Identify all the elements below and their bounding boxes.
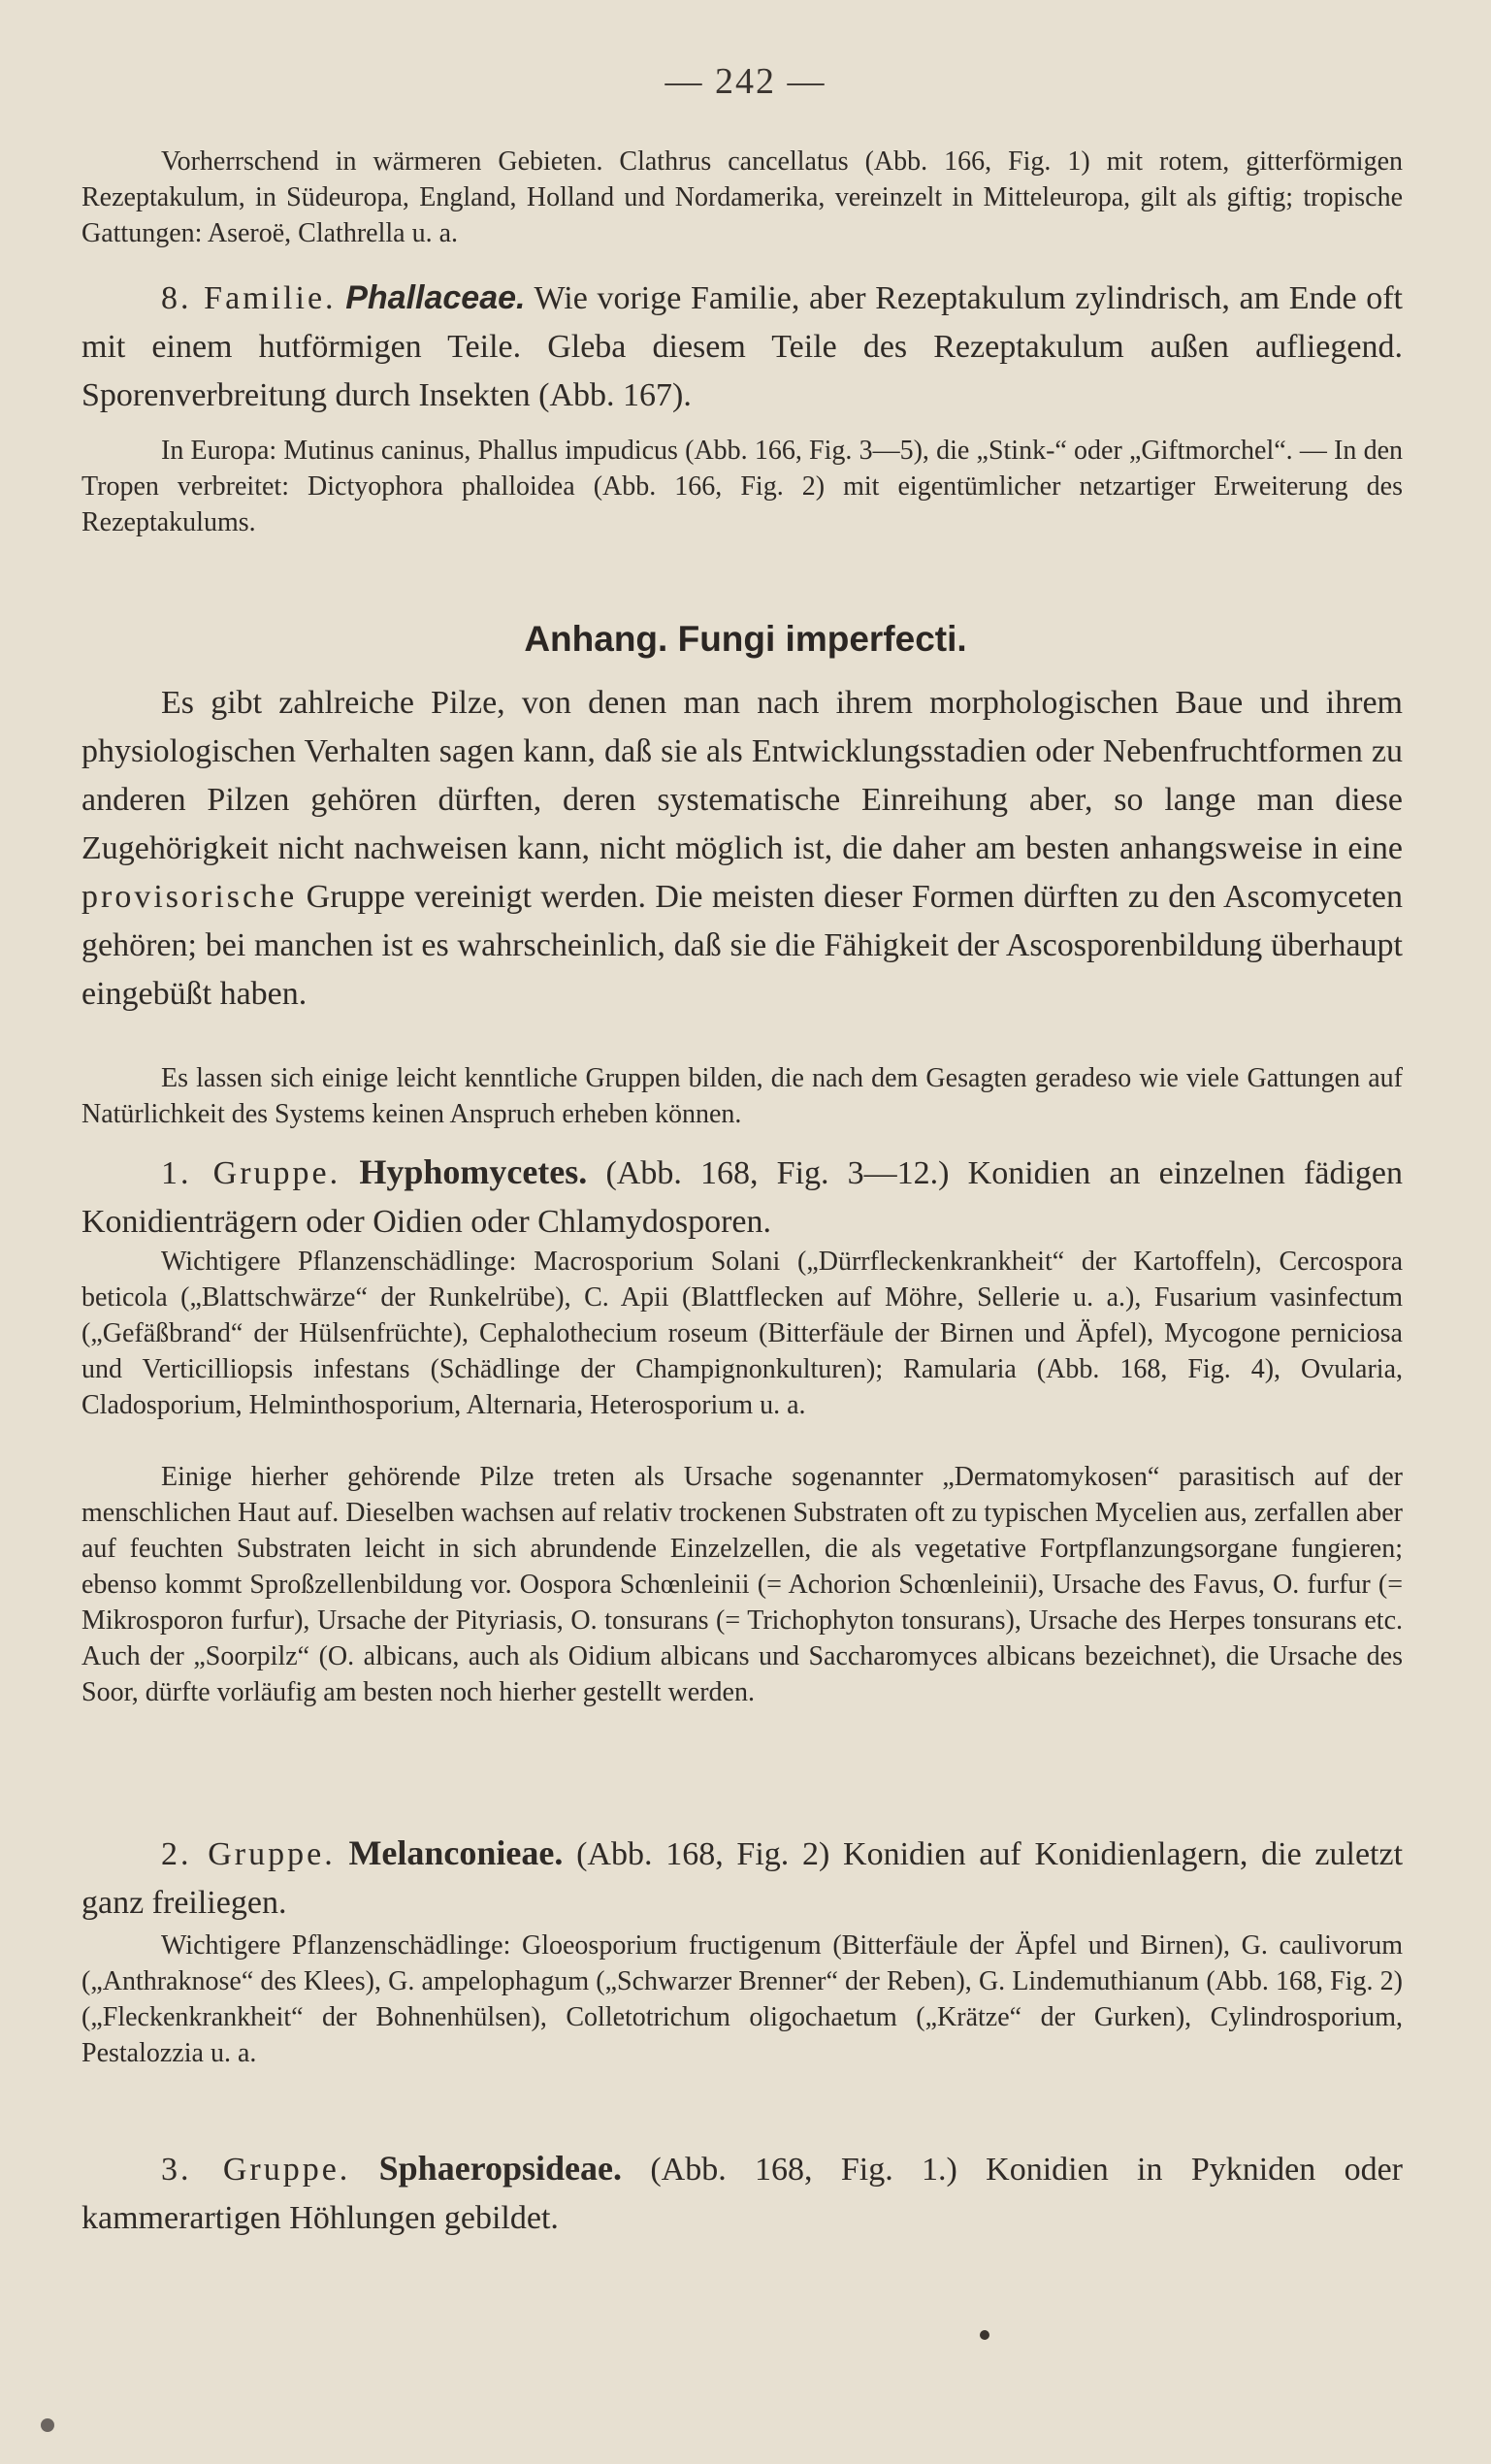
gruppe-3-text: (Abb. 168, Fig. 1.) Konidien in Pykniden oder kammerartigen Höhlungen gebildet. — [81, 2152, 1403, 2236]
paragraph-familie-8 — [81, 274, 1403, 420]
gruppe-2-text: (Abb. 168, Fig. 2) Konidien auf Konidienlagern, die zuletzt ganz freiliegen. — [81, 1836, 1404, 1921]
paragraph-gruppe-1 — [81, 1148, 1403, 1247]
paragraph-dermatomykosen: Einige hierher gehörende Pilze treten als Ursache sogenannter „Dermatomykosen“ parasitisch auf der menschlichen Haut auf. Dieselben wachsen auf relativ trockenen Substraten oft zu typischen Mycelien aus, zerfallen aber auf feuchten Substraten leicht in sich abrundende Einzelzellen, die als vegetative Fortpflanzungsorgane fungieren; ebenso kommt Sproßzellenbildung vor. Oospora Schœnleinii (= Achorion Schœnleinii), Ursache des Favus, O. furfur (= Mikrosporon furfur), Ursache der Pityriasis, O. tonsurans (= Trichophyton tonsurans), Ursache des Herpes tonsurans etc. Auch der „Soorpilz“ (O. albicans, auch als Oidium albicans und Saccharomyces albicans bezeichnet), die Ursache des Soor, dürfte vorläufig am besten noch hierher gestellt werden. — [81, 1462, 1403, 1707]
paragraph-clathrus: Vorherrschend in wärmeren Gebieten. Clathrus cancellatus (Abb. 166, Fig. 1) mit rotem, gitterförmigen Rezeptakulum, in Südeuropa, England, Holland und Nordamerika, vereinzelt in Mitteleuropa, gilt als giftig; tropische Gattungen: Aseroë, Clathrella u. a. — [81, 146, 1403, 248]
paragraph-gruppe-3 — [81, 2144, 1403, 2243]
familie-8-name: Phallaceae. — [345, 279, 526, 316]
familie-8-label: 8. Familie. — [161, 280, 337, 316]
gruppe-2-name: Melanconieae. — [348, 1833, 564, 1872]
gruppe-3-name: Sphaeropsideae. — [378, 2149, 623, 2188]
gruppe-1-text: (Abb. 168, Fig. 3—12.) Konidien an einzelnen fädigen Konidienträgern oder Oidien oder Chlamydosporen. — [81, 1155, 1404, 1240]
paragraph-gruppen: Es lassen sich einige leicht kenntliche Gruppen bilden, die nach dem Gesagten geradeso wie viele Gattungen auf Natürlichkeit des Systems keinen Anspruch erheben können. — [81, 1063, 1403, 1129]
paragraph-pflanzenschaedlinge-2: Wichtigere Pflanzenschädlinge: Gloeosporium fructigenum (Bitterfäule der Äpfel und Birnen), G. caulivorum („Anthraknose“ des Klees), G. ampelophagum („Schwarzer Brenner“ der Reben), G. Lindemuthianum (Abb. 168, Fig. 2) („Fleckenkrankheit“ der Bohnenhülsen), Colletotrichum oligochaetum („Krätze“ der Gurken), Cylindrosporium, Pestalozzia u. a. — [81, 1930, 1403, 2068]
section-heading: Anhang. Fungi imperfecti. — [524, 619, 967, 659]
fungi-intro-text-a: Es gibt zahlreiche Pilze, von denen man nach ihrem morphologischen Baue und ihrem physiologischen Verhalten sagen kann, daß sie als Entwicklungsstadien oder Nebenfruchtformen zu anderen Pilzen gehören dürften, deren systematische Einreihung aber, so lange man diese Zugehörigkeit nicht nachweisen kann, nicht möglich ist, die daher am besten anhangsweise in eine — [81, 685, 1403, 866]
paragraph-pflanzenschaedlinge-1: Wichtigere Pflanzenschädlinge: Macrosporium Solani („Dürrfleckenkrankheit“ der Kartoffeln), Cercospora beticola („Blattschwärze“ der Runkelrübe), C. Apii (Blattflecken auf Möhre, Sellerie u. a.), Fusarium vasinfectum („Gefäßbrand“ der Hülsenfrüchte), Cephalothecium roseum (Bitterfäule der Birnen und Äpfel), Mycogone perniciosa und Verticilliopsis infestans (Schädlinge der Champignonkulturen); Ramularia (Abb. 168, Fig. 4), Ovularia, Cladosporium, Helminthosporium, Alternaria, Heterosporium u. a. — [81, 1247, 1403, 1420]
familie-8-text: Wie vorige Familie, aber Rezeptakulum zylindrisch, am Ende oft mit einem hutförmigen Teile. Gleba diesem Teile des Rezeptakulum außen aufliegend. Sporenverbreitung durch Insekten (Abb. 167). — [81, 280, 1403, 413]
fungi-intro-text-b: Gruppe vereinigt werden. Die meisten dieser Formen dürften zu den Ascomyceten gehören; bei manchen ist es wahrscheinlich, daß sie die Fähigkeit der Ascosporenbildung überhaupt eingebüßt haben. — [81, 879, 1403, 1012]
gruppe-1-label: 1. Gruppe. — [161, 1155, 341, 1191]
paragraph-gruppe-2 — [81, 1829, 1403, 1928]
fungi-intro-provisorische: provisorische — [81, 879, 298, 915]
paragraph-europa: In Europa: Mutinus caninus, Phallus impudicus (Abb. 166, Fig. 3—5), die „Stink-“ oder „Giftmorchel“. — In den Tropen verbreitet: Dictyophora phalloidea (Abb. 166, Fig. 2) mit eigentümlicher netzartiger Erweiterung des Rezeptakulums. — [81, 436, 1403, 537]
gruppe-1-name: Hyphomycetes. — [359, 1152, 588, 1191]
ink-speck — [41, 2418, 54, 2432]
gruppe-2-label: 2. Gruppe. — [161, 1836, 336, 1872]
paragraph-fungi-intro — [81, 679, 1403, 1019]
gruppe-3-label: 3. Gruppe. — [161, 2152, 351, 2188]
ink-speck — [980, 2330, 989, 2340]
page-number: — 242 — — [664, 61, 827, 102]
